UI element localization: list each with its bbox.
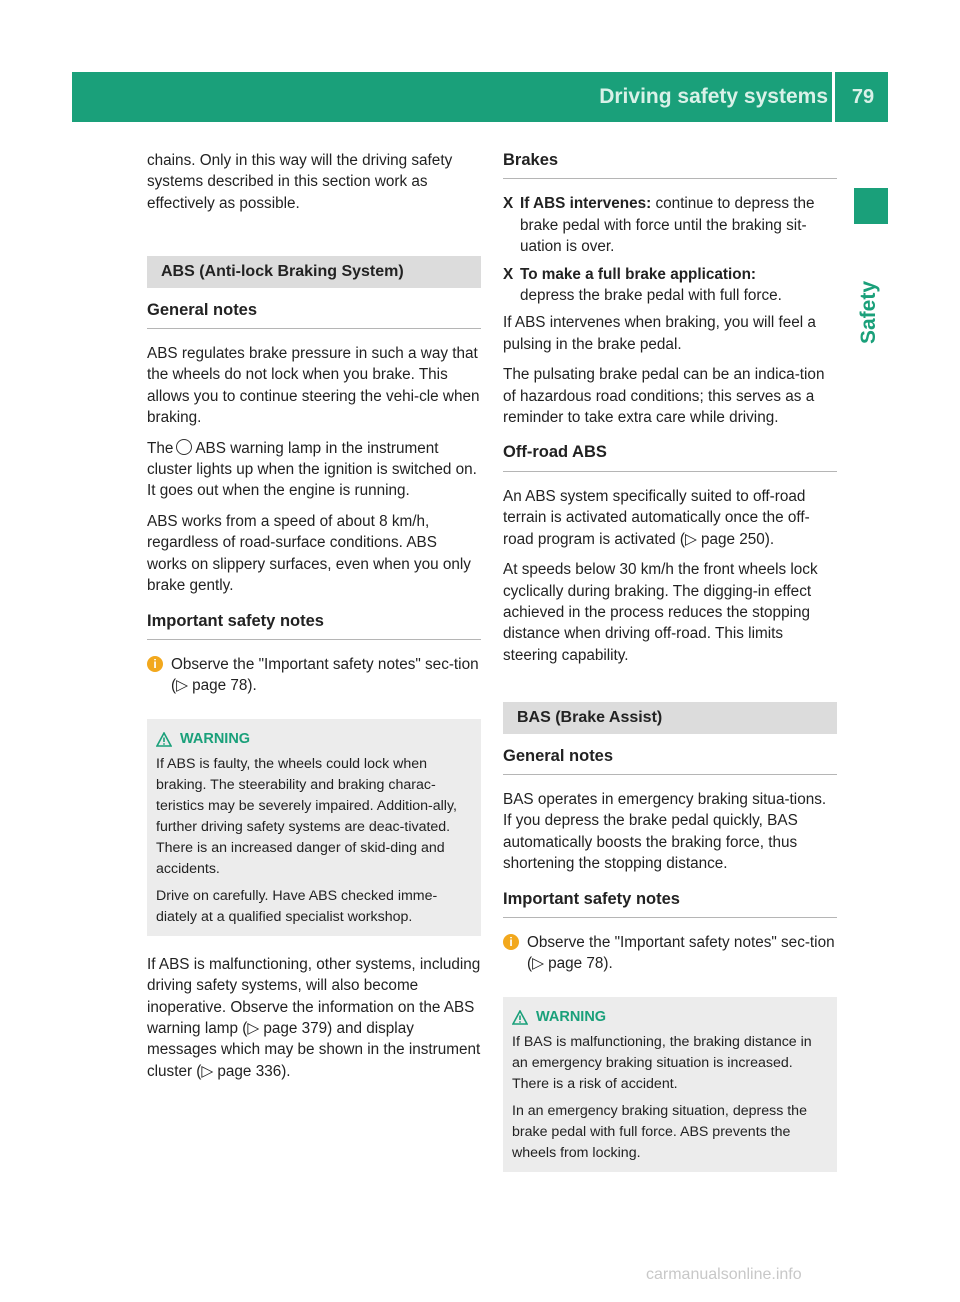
section-title-bas: BAS (Brake Assist) — [503, 702, 837, 733]
abs-paragraph-2: The ABS warning lamp in the instrument cluster lights up when the ignition is switched on. It goes out when the engine is running. — [147, 439, 477, 500]
bullet-item-1: X If ABS intervenes: continue to depress the brake pedal with force until the braking sit-uation is over. — [503, 195, 815, 256]
abs-paragraph-4: If ABS is malfunctioning, other systems, including driving safety systems, will also become inoperative. Observe the information on the ABS warning lamp (▷ page 379) and display messages which may be shown in the instrument cluster (▷ page 336). — [147, 955, 481, 1080]
abs-warning-lamp-icon — [176, 439, 192, 455]
bas-warning-text-2: In an emergency braking situation, depress the brake pedal with full force. ABS prevents the wheels from locking. — [512, 1102, 807, 1161]
warning-text-2: Drive on carefully. Have ABS checked imme-diately at a qualified specialist workshop. — [156, 887, 438, 925]
warning-triangle-icon — [512, 1010, 528, 1025]
warning-box — [147, 719, 481, 936]
warning-heading: WARNING — [512, 1007, 828, 1028]
offroad-abs-heading: Off-road ABS — [503, 442, 837, 471]
page-number: 79 — [851, 86, 875, 108]
side-tab-marker — [854, 188, 888, 224]
side-tab-label: Safety — [857, 280, 880, 344]
action-arrow-icon: X — [503, 265, 514, 283]
warning-triangle-icon — [156, 732, 172, 747]
intro-paragraph: chains. Only in this way will the driving safety systems described in this section work as effectively as possible. — [147, 152, 453, 212]
bas-warning-text-1: If BAS is malfunctioning, the braking distance in an emergency braking situation is increased. There is a risk of accident. — [512, 1033, 812, 1092]
info-note: i Observe the "Important safety notes" sec-tion (▷ page 78). — [147, 654, 481, 697]
abs-paragraph-1: ABS regulates brake pressure in such a way that the wheels do not lock when you brake. This allows you to continue steering the vehi-cle when braking. — [147, 345, 480, 427]
brakes-heading: Brakes — [503, 150, 837, 179]
footer-watermark: carmanualsonline.info — [646, 1266, 802, 1283]
offroad-paragraph-1: An ABS system specifically suited to off-road terrain is activated automatically once the off-road program is activated (▷ page 250). — [503, 487, 810, 548]
bas-warning-box — [503, 997, 837, 1172]
abs-paragraph-3: ABS works from a speed of about 8 km/h, regardless of road-surface conditions. ABS works on slippery surfaces, even when you only brake gently. — [147, 512, 471, 595]
important-safety-heading: Important safety notes — [147, 611, 481, 640]
brakes-paragraph-1: If ABS intervenes when braking, you will feel a pulsing in the brake pedal. — [503, 314, 816, 353]
bullet-item-2: X To make a full brake application: depress the brake pedal with full force. — [503, 265, 782, 305]
section-title-abs: ABS (Anti-lock Braking System) — [147, 256, 481, 287]
action-arrow-icon: X — [503, 195, 514, 213]
info-icon: i — [503, 934, 519, 950]
bas-important-heading: Important safety notes — [503, 889, 837, 918]
bas-info-note: i Observe the "Important safety notes" sec-tion (▷ page 78). — [503, 932, 837, 975]
left-column — [147, 150, 481, 1091]
warning-heading: WARNING — [156, 729, 472, 750]
info-icon: i — [147, 656, 163, 672]
bas-general-notes-heading: General notes — [503, 746, 837, 775]
header-separator — [832, 72, 835, 122]
bas-paragraph: BAS operates in emergency braking situa-tions. If you depress the brake pedal quickly, BAS automatically boosts the braking force, thus shortening the stopping distance. — [503, 790, 827, 873]
brakes-paragraph-2: The pulsating brake pedal can be an indica-tion of hazardous road conditions; this serves as a reminder to take extra care while driving. — [503, 366, 825, 427]
offroad-paragraph-2: At speeds below 30 km/h the front wheels lock cyclically during braking. The digging-in effect achieved in the process reduces the stopping distance when driving off-road. This limits steering capability. — [503, 561, 818, 664]
warning-text-1: If ABS is faulty, the wheels could lock when braking. The steerability and braking charac-teristics may be severely impaired. Addition-ally, further driving safety systems are deac-tivated. There is an increased danger of skid-ding and accidents. — [156, 755, 457, 877]
general-notes-heading: General notes — [147, 300, 481, 329]
right-column — [503, 150, 837, 1190]
page-title: Driving safety systems — [599, 85, 828, 108]
